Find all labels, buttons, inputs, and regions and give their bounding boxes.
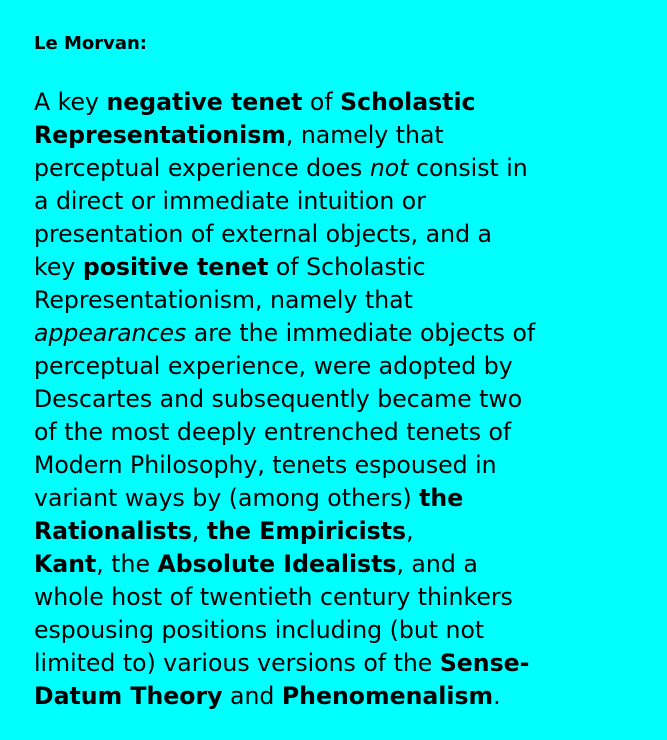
quote-line: Rationalists, the Empiricists, [34, 517, 414, 545]
quote-paragraph [34, 86, 664, 713]
emphasis-bold: Rationalists [34, 517, 192, 545]
quote-line: appearances are the immediate objects of [34, 319, 536, 347]
emphasis-bold: positive tenet [82, 253, 269, 281]
quote-line: Modern Philosophy, tenets espoused in [34, 451, 497, 479]
emphasis-bold: Datum Theory [34, 682, 223, 710]
emphasis-bold: Kant [34, 550, 97, 578]
quote-line: A key negative tenet of Scholastic [34, 88, 476, 116]
emphasis-italic: not [369, 154, 409, 182]
quote-line: presentation of external objects, and a [34, 220, 493, 248]
emphasis-bold: the Empiricists [206, 517, 407, 545]
emphasis-italic: appearances [34, 319, 187, 347]
author-heading: Le Morvan: [34, 33, 147, 54]
quote-line: espousing positions including (but not [34, 616, 485, 644]
emphasis-bold: Scholastic [340, 88, 476, 116]
quote-line: of the most deeply entrenched tenets of [34, 418, 512, 446]
emphasis-bold: negative tenet [106, 88, 303, 116]
emphasis-bold: Representationism [34, 121, 286, 149]
quote-line: Kant, the Absolute Idealists, and a [34, 550, 478, 578]
quote-line: Descartes and subsequently became two [34, 385, 523, 413]
quote-line: Representationism, namely that [34, 286, 413, 314]
quote-line: a direct or immediate intuition or [34, 187, 426, 215]
quote-line: Representationism, namely that [34, 121, 444, 149]
emphasis-bold: the [419, 484, 464, 512]
quote-line: perceptual experience does not consist in [34, 154, 528, 182]
quote-line: perceptual experience, were adopted by [34, 352, 513, 380]
quote-line: whole host of twentieth century thinkers [34, 583, 513, 611]
emphasis-bold: Phenomenalism [281, 682, 494, 710]
emphasis-bold: Sense- [439, 649, 530, 677]
emphasis-bold: Absolute Idealists [157, 550, 397, 578]
quote-line: variant ways by (among others) the [34, 484, 464, 512]
quote-line: Datum Theory and Phenomenalism. [34, 682, 501, 710]
quote-line: key positive tenet of Scholastic [34, 253, 426, 281]
quote-line: limited to) various versions of the Sense- [34, 649, 530, 677]
